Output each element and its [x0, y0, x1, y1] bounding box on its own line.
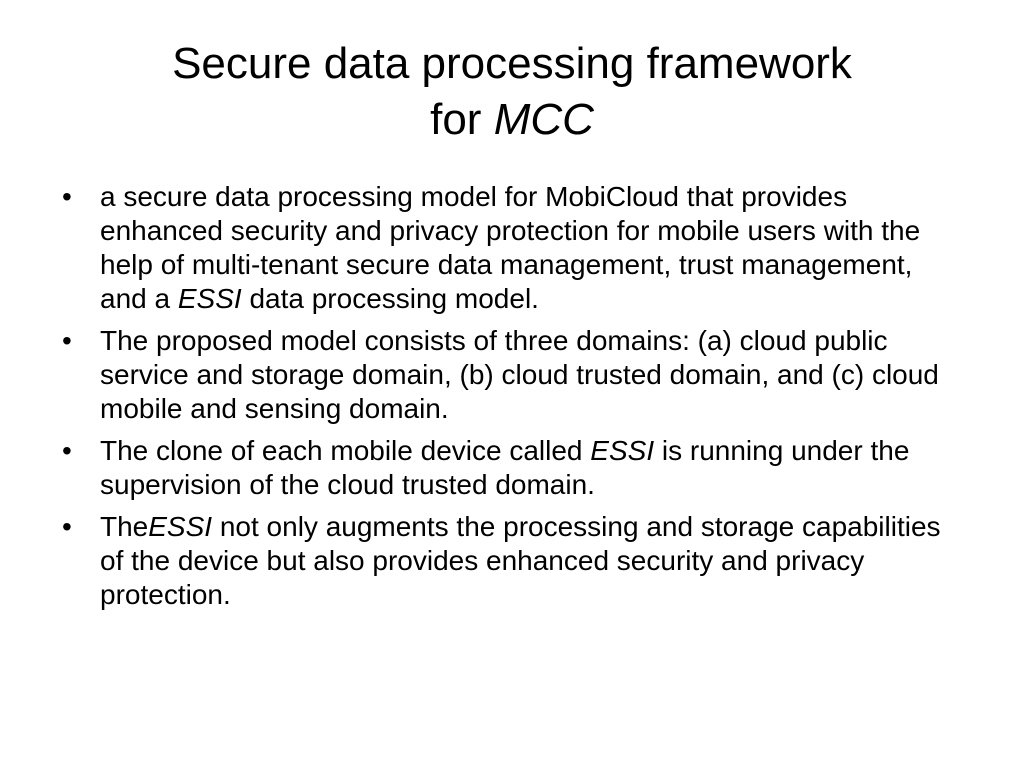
title-line-2-italic: MCC — [493, 95, 594, 144]
bullet-text-4b: not only augments the processing and storage capabilities of the device but also provides enhanced security and privacy protection. — [100, 511, 941, 610]
title-line-2 — [60, 92, 964, 148]
bullet-text-3-italic: ESSI — [590, 435, 655, 466]
bullet-text-4-italic: ESSI — [148, 511, 213, 542]
bullet-text-1b: data processing model. — [241, 283, 539, 314]
bullet-icon: • — [62, 181, 72, 212]
bullet-item-3 — [56, 434, 956, 502]
bullet-text-1a: a secure data processing model for MobiCloud that provides enhanced security and privacy protection for mobile users with the help of multi-tenant secure data management, trust management, and a — [100, 181, 921, 314]
bullet-list — [56, 180, 956, 620]
bullet-text-1-italic: ESSI — [177, 283, 242, 314]
bullet-icon: • — [62, 435, 72, 466]
bullet-text-2: The proposed model consists of three domains: (a) cloud public service and storage domain, (b) cloud trusted domain, and (c) cloud mobile and sensing domain. — [100, 325, 939, 424]
bullet-item-2 — [56, 324, 956, 426]
bullet-item-4 — [56, 510, 956, 612]
bullet-text-3a: The clone of each mobile device called — [100, 435, 591, 466]
bullet-icon: • — [62, 325, 72, 356]
bullet-icon: • — [62, 511, 72, 542]
slide-title — [60, 36, 964, 148]
bullet-text-3b: is running under the supervision of the cloud trusted domain. — [100, 435, 910, 500]
bullet-text-4a: The — [100, 511, 149, 542]
title-line-2-prefix: for — [430, 95, 494, 144]
bullet-item-1 — [56, 180, 956, 316]
title-line-1: Secure data processing framework — [172, 39, 852, 88]
